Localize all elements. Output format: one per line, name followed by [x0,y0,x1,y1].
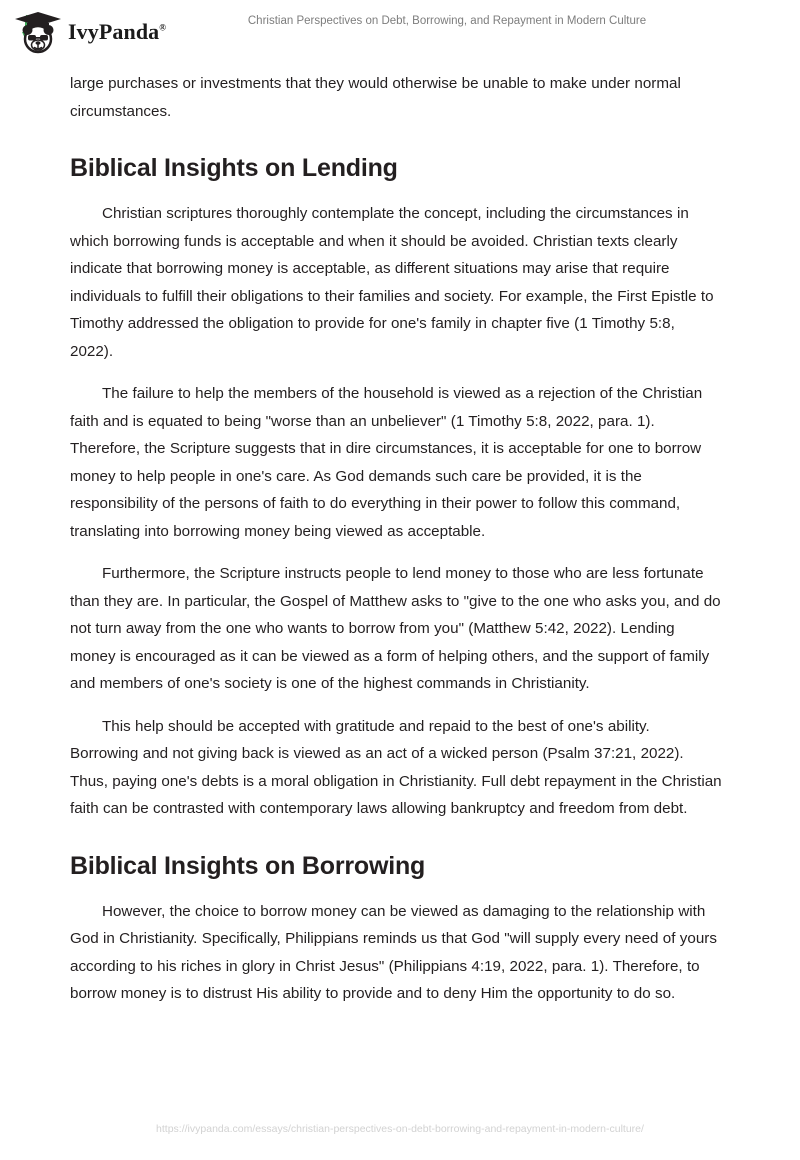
registered-trademark-icon: ® [159,22,167,33]
body-paragraph: However, the choice to borrow money can be viewed as damaging to the relationship with God in Christianity. Specifically, Philippians reminds us that God "will supply every need of yours according to his riches in glory in Christ Jesus" (Philippians 4:19, 2022, para. 1). Therefore, to borrow money is to distrust His ability to provide and to deny Him the opportunity to do so. [70,902,717,1002]
source-url[interactable]: https://ivypanda.com/essays/christian-perspectives-on-debt-borrowing-and-repayment-in-modern-culture/ [156,1123,644,1135]
body-paragraph: This help should be accepted with gratitude and repaid to the best of one's ability. Borrowing and not giving back is viewed as an act of a wicked person (Psalm 37:21, 2022). Thus, paying one's debts is a moral obligation in Christianity. Full debt repayment in the Christian faith can be contrasted with contemporary laws allowing bankruptcy and freedom from debt. [70,717,722,817]
section-heading: Biblical Insights on Lending [70,154,398,182]
body-paragraph: Christian scriptures thoroughly contemplate the concept, including the circumstances in which borrowing funds is acceptable and when it should be avoided. Christian texts clearly indicate that borrowing money is acceptable, as different situations may arise that require individuals to fulfill their obligations to their families and society. For example, the First Epistle to Timothy addressed the obligation to provide for one's family in chapter five (1 Timothy 5:8, 2022). [70,205,714,360]
page-header [0,0,800,62]
header-document-title: Christian Perspectives on Debt, Borrowing, and Repayment in Modern Culture [247,15,647,27]
document-body [70,70,722,1023]
section-heading: Biblical Insights on Borrowing [70,851,426,880]
body-paragraph: large purchases or investments that they would otherwise be unable to make under normal circumstances. [70,75,681,120]
body-paragraph: The failure to help the members of the household is viewed as a rejection of the Christian faith and is equated to being "worse than an unbeliever" (1 Timothy 5:8, 2022, para. 1). Therefore, the Scripture suggests that in dire circumstances, it is acceptable for one to borrow money to help people in one's care. As God demands such care be provided, it is the responsibility of the persons of faith to do everything in their power to follow this command, translating into borrowing money being viewed as acceptable. [70,385,703,540]
body-paragraph: Furthermore, the Scripture instructs people to lend money to those who are less fortunate than they are. In particular, the Gospel of Matthew asks to "give to the one who asks you, and do not turn away from the one who wants to borrow from you" (Matthew 5:42, 2022). Lending money is encouraged as it can be viewed as a form of helping others, and the support of family and members of one's society is one of the highest commands in Christianity. [70,565,721,692]
brand-name-text: IvyPanda [68,19,160,44]
page-footer [0,1122,800,1136]
